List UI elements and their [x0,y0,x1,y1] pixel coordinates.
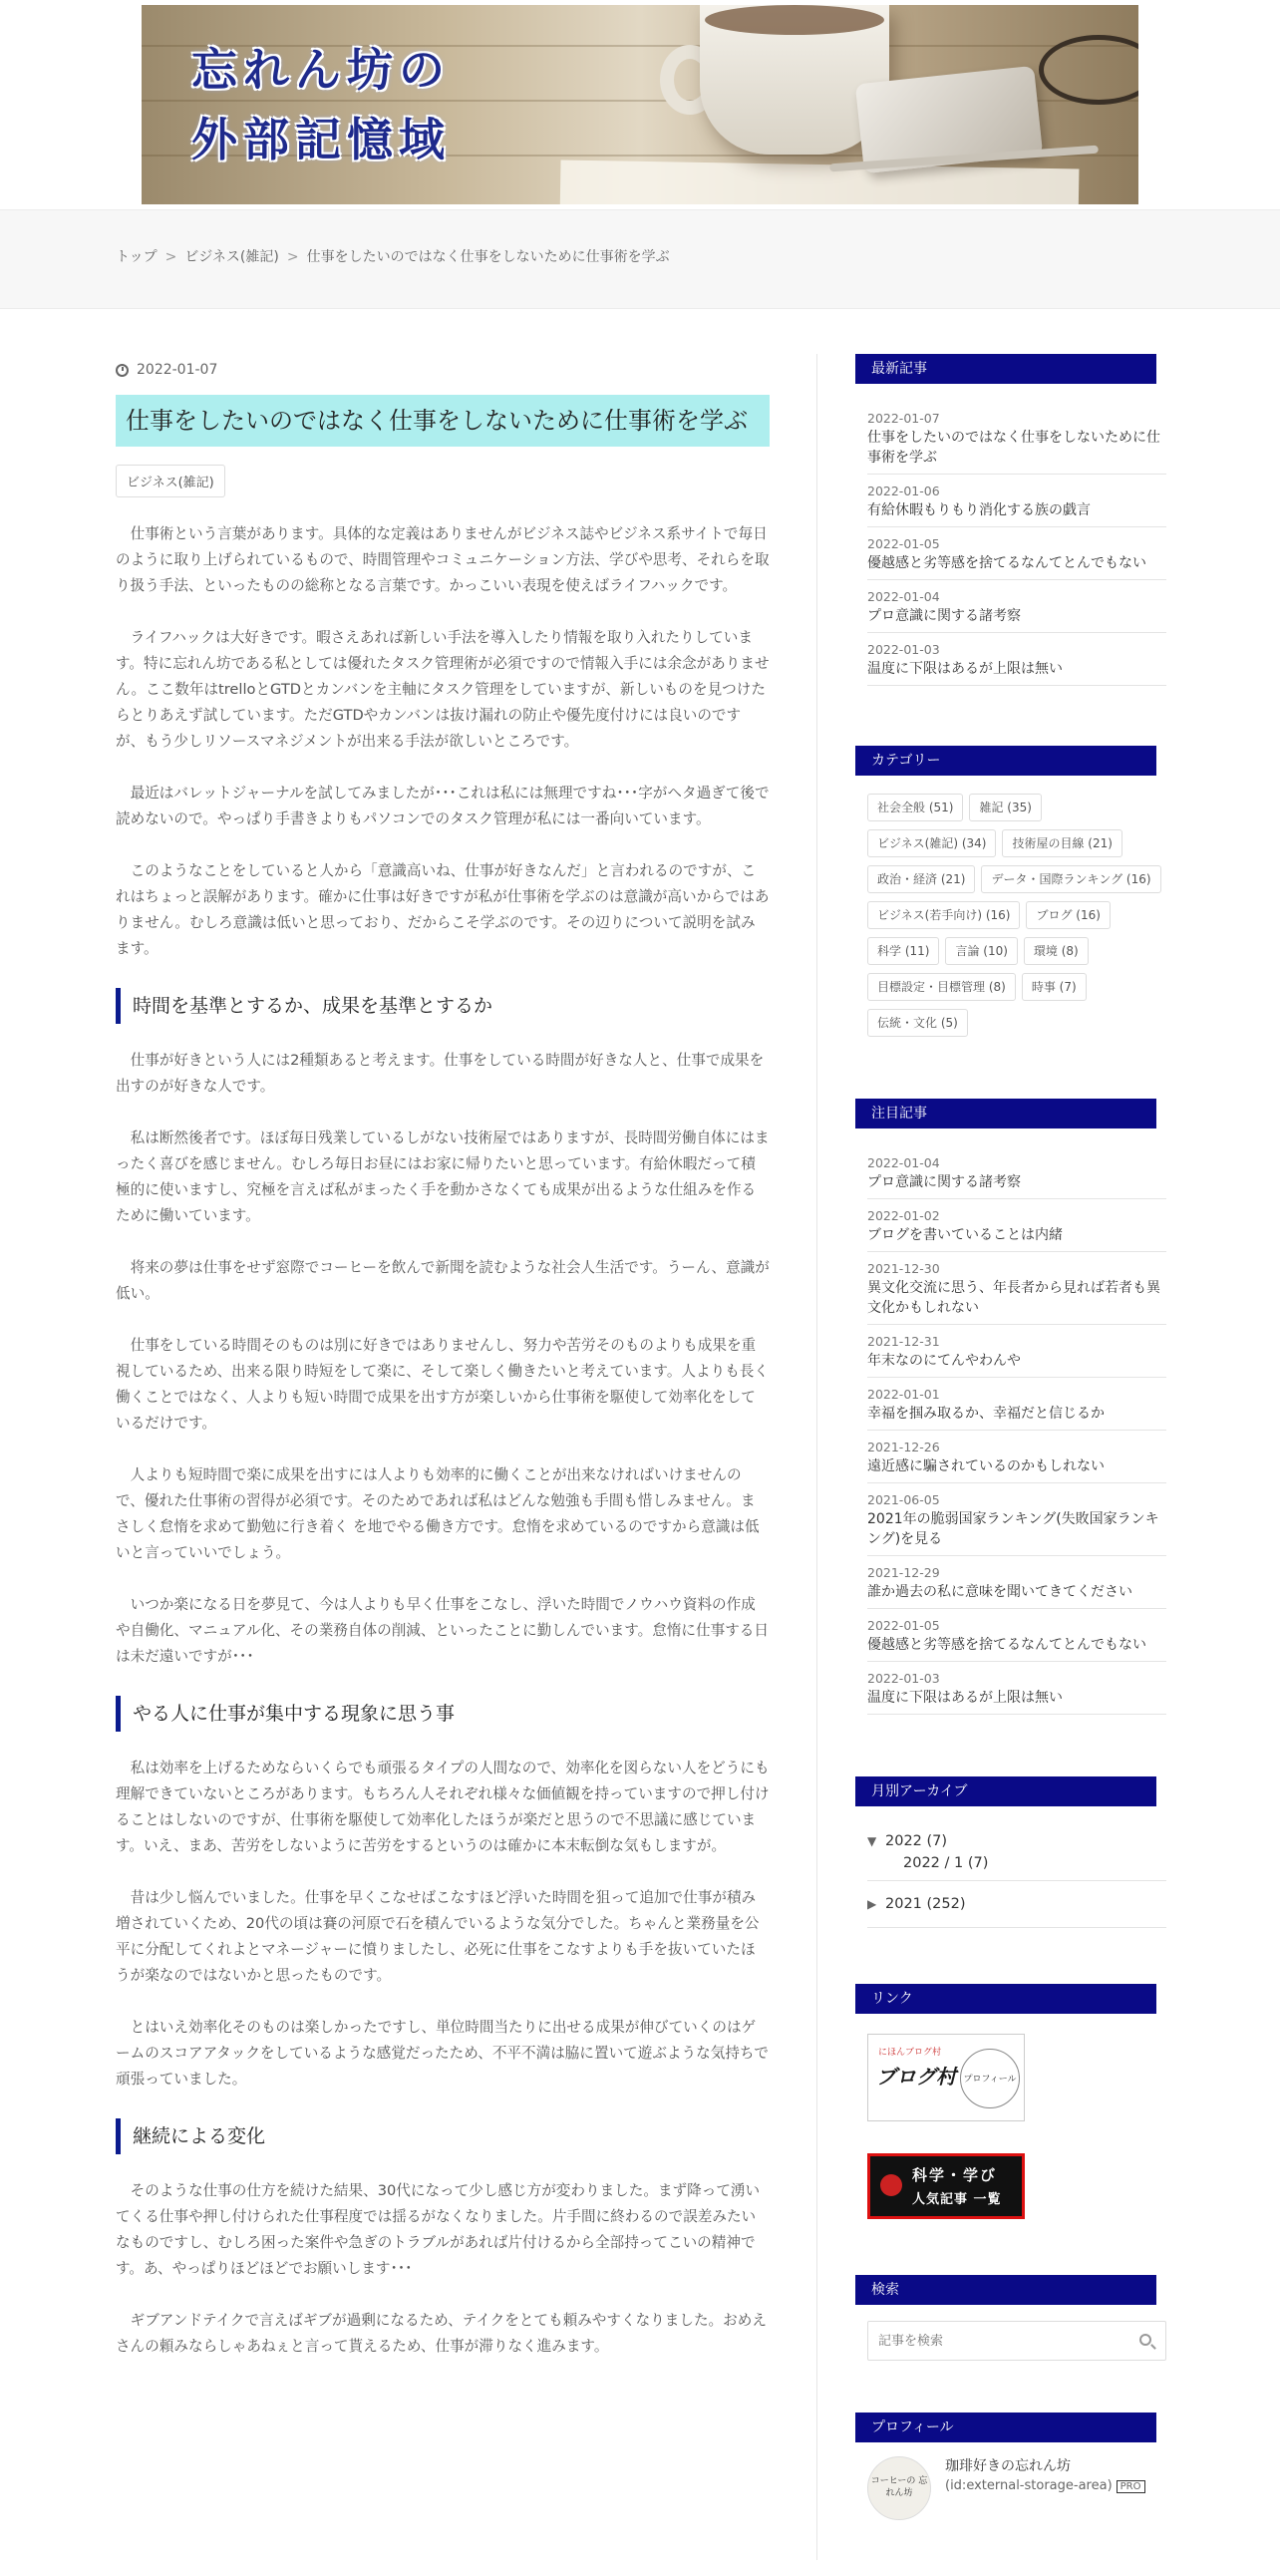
page-title: 仕事をしたいのではなく仕事をしないために仕事術を学ぶ [116,395,770,447]
post-title-link[interactable]: ブログを書いていることは内緒 [867,1227,1063,1243]
sidebar [855,354,1166,2576]
featured-post-item[interactable] [867,1325,1166,1378]
section-heading: やる人に仕事が集中する現象に思う事 [116,1696,770,1732]
article [116,359,770,2386]
post-date: 2022-01-05 [867,1618,940,1633]
expand-down-icon: ▼ [867,1834,877,1848]
article-paragraph: 仕事が好きという人には2種類あると考えます。仕事をしている時間が好きな人と、仕事で成果を出すのが好きな人です。 [116,1052,765,1095]
recent-post-item[interactable] [867,475,1166,527]
post-title-link[interactable]: 温度に下限はあるが上限は無い [867,1690,1063,1706]
archive-year-label: 2021 (252) [885,1896,966,1912]
post-date [116,359,770,381]
archive-widget [855,1776,1166,1928]
article-paragraph: 私は効率を上げるためならいくらでも頑張るタイプの人間なので、効率化を図らない人をどうにも理解できていないところがあります。もちろん人それぞれ様々な価値観を持っていますので押し付けることはしないのですが、仕事術を駆使して効率化したほうが楽だと思うので不思議に感じています。いえ、まあ、苦労をしないように苦労をするというのは確かに本末転倒な気もしますが。 [116,1760,770,1854]
post-title-link[interactable]: 遠近感に騙されているのかもしれない [867,1458,1105,1474]
glasses-image [1039,35,1138,105]
post-title-link[interactable]: 優越感と劣等感を捨てるなんてとんでもない [867,555,1146,571]
category-chip[interactable]: 社会全般 (51) [867,794,963,821]
article-paragraph: 昔は少し悩んでいました。仕事を早くこなせばこなすほど浮いた時間を狙って追加で仕事が積み増されていくため、20代の頃は賽の河原で石を積んでいるような気分でした。ちゃんと業務量を公平に分配してくれよとマネージャーに憤りましたし、必死に仕事をこなすよりも手を抜いていたほうが楽なのではないかと思ったものです。 [116,1889,760,1984]
post-date: 2021-12-30 [867,1261,940,1276]
breadcrumb-sep: > [164,249,177,265]
featured-post-item[interactable] [867,1146,1166,1199]
post-date: 2021-06-05 [867,1492,940,1507]
featured-post-item[interactable] [867,1556,1166,1609]
avatar[interactable]: コーヒーの 忘れん坊 [867,2456,931,2520]
breadcrumb-sep: > [286,249,299,265]
featured-posts-widget [855,1099,1166,1715]
post-date: 2022-01-05 [867,536,940,551]
category-chip[interactable]: 言論 (10) [945,937,1017,965]
article-paragraph: 最近はバレットジャーナルを試してみましたが･･･これは私には無理ですね･･･字がヘタ過ぎて後で読めないので。やっぱり手書きよりもパソコンでのタスク管理が私には一番向いています。 [116,785,770,827]
archive-month-2022-1[interactable]: 2022 / 1 (7) [903,1855,989,1871]
section-heading: 継続による変化 [116,2118,770,2154]
category-chip[interactable]: 環境 (8) [1024,937,1089,965]
recent-posts-widget [855,354,1166,686]
article-paragraph: とはいえ効率化そのものは楽しかったですし、単位時間当たりに出せる成果が伸びていくのはゲームのスコアアタックをしているような感覚だったため、不平不満は脇に置いて遊ぶような気持ちで頑張っていました。 [116,2019,769,2088]
category-chip[interactable]: データ・国際ランキング (16) [981,865,1160,893]
article-paragraph: ギブアンドテイクで言えばギブが過剰になるため、テイクをとても頼みやすくなりました。おめえさんの頼みならしゃあねぇと言って貰えるため、仕事が滞りなく進みます。 [116,2312,767,2355]
widget-title: 月別アーカイブ [855,1776,1156,1806]
search-icon[interactable] [1139,2334,1151,2346]
category-chip[interactable]: 時事 (7) [1022,973,1087,1001]
category-chip[interactable]: 雑記 (35) [969,794,1041,821]
post-title-link[interactable]: 幸福を掴み取るか、幸福だと信じるか [867,1406,1105,1422]
expand-right-icon: ▶ [867,1897,877,1911]
logo-line-2: 外部記憶域 [191,113,451,166]
widget-title: 最新記事 [855,354,1156,384]
profile-name[interactable]: 珈琲好きの忘れん坊 [945,2458,1071,2474]
breadcrumb [116,246,678,266]
banner-small-text: にほんブログ村 [878,2048,942,2058]
widget-title: カテゴリー [855,746,1156,776]
post-date: 2022-01-01 [867,1387,940,1402]
profile-id [945,2476,1145,2497]
breadcrumb-top[interactable]: トップ [116,249,158,265]
paper-image [560,160,1080,204]
category-list [867,794,1166,1037]
post-date: 2022-01-03 [867,1671,940,1686]
category-chip[interactable]: 科学 (11) [867,937,939,965]
section-heading: 時間を基準とするか、成果を基準とするか [116,988,770,1024]
post-title-link[interactable]: プロ意識に関する諸考察 [867,1174,1021,1190]
featured-post-item[interactable] [867,1609,1166,1662]
article-paragraph: 仕事をしている時間そのものは別に好きではありませんし、努力や苦労そのものよりも成果を重視しているため、出来る限り時短をして楽に、そして楽しく働きたいと考えています。人よりも長く働くことではなく、人よりも短い時間で成果を出す方が楽しいから仕事術を駆使して効率化をしているだけです。 [116,1337,769,1432]
post-date: 2022-01-02 [867,1208,940,1223]
post-title-link[interactable]: 誰か過去の私に意味を聞いてきてください [867,1584,1132,1600]
post-title-link[interactable]: 2021年の脆弱国家ランキング(失敗国家ランキング)を見る [867,1511,1159,1547]
post-date: 2022-01-07 [867,411,940,426]
article-paragraph: このようなことをしていると人から「意識高いね、仕事が好きなんだ」と言われるのですが、これはちょっと誤解があります。確かに仕事は好きですが私が仕事術を学ぶのは意識が高いからではありません。むしろ意識は低いと思っており、だからこそ学ぶのです。その辺りについて説明を試みます。 [116,862,770,957]
recent-posts-list [855,384,1166,686]
article-paragraph: 将来の夢は仕事をせず窓際でコーヒーを飲んで新聞を読むような社会人生活です。うーん、意識が低い。 [116,1259,770,1302]
post-date-text[interactable]: 2022-01-07 [137,362,218,378]
breadcrumb-bar [0,209,1280,309]
banner-line-2: 人気記事 一覧 [912,2192,1002,2207]
post-title-link[interactable]: 年末なのにてんやわんや [867,1353,1021,1369]
category-chip[interactable]: ビジネス(若手向け) (16) [867,901,1020,929]
post-title-link[interactable]: 優越感と劣等感を捨てるなんてとんでもない [867,1637,1146,1653]
brain-icon [880,2174,902,2196]
profile-id-text: (id:external-storage-area) [945,2478,1113,2493]
category-chip[interactable]: 伝統・文化 (5) [867,1009,968,1037]
column-divider [816,354,817,2560]
article-paragraph: 仕事術という言葉があります。具体的な定義はありませんがビジネス誌やビジネス系サイトで毎日のように取り上げられているもので、時間管理やコミュニケーション方法、学びや思考、それらを取り扱う手法、といったものの総称となる言葉です。かっこいい表現を使えばライフハックです。 [116,525,770,594]
breadcrumb-category[interactable]: ビジネス(雑記) [184,249,279,265]
article-paragraph: 私は断然後者です。ほぼ毎日残業しているしがない技術屋ではありますが、長時間労働自体にはまったく喜びを感じません。むしろ毎日お昼にはお家に帰りたいと思っています。有給休暇だって積極的に使いますし、究極を言えば私がまったく手を動かさなくても成果が出るような仕組みを作るために働いています。 [116,1129,770,1224]
categories-widget [855,746,1166,1037]
post-title-link[interactable]: 仕事をしたいのではなく仕事をしないために仕事術を学ぶ [867,430,1160,466]
featured-post-item[interactable] [867,1483,1166,1556]
featured-post-item[interactable] [867,1431,1166,1483]
widget-title: 注目記事 [855,1099,1156,1128]
search-box [867,2321,1166,2361]
category-tag[interactable]: ビジネス(雑記) [116,465,225,497]
article-paragraph: 人よりも短時間で楽に成果を出すには人よりも効率的に働くことが出来なければいけませんので、優れた仕事術の習得が必須です。そのためであれば私はどんな勉強も手間も惜しみません。まさしく怠惰を求めて勤勉に行き着く を地でやる働き方です。怠惰を求めているのですから意識は低いと言っていいでしょう。 [116,1466,760,1561]
category-chip[interactable]: 技術屋の目線 (21) [1002,829,1121,857]
site-header [0,0,1280,209]
recent-post-item[interactable] [867,402,1166,475]
featured-post-item[interactable] [867,1199,1166,1252]
archive-year-2021[interactable] [867,1881,1166,1928]
article-paragraph: いつか楽になる日を夢見て、今は人よりも早く仕事をこなし、浮いた時間でノウハウ資料の作成や自働化、マニュアル化、その業務自体の削減、といったことに勤しんでいます。怠惰に仕事する日は未だ遠いですが･･･ [116,1596,769,1665]
post-date: 2022-01-04 [867,589,940,604]
site-logo[interactable] [191,35,451,174]
breadcrumb-current: 仕事をしたいのではなく仕事をしないために仕事術を学ぶ [306,249,670,265]
post-title-link[interactable]: 異文化交流に思う、年長者から見れば若者も異文化かもしれない [867,1280,1160,1316]
post-date: 2022-01-06 [867,483,940,498]
post-date: 2021-12-31 [867,1334,940,1349]
post-date: 2022-01-04 [867,1155,940,1170]
post-date: 2021-12-26 [867,1440,940,1454]
banner-line-1: 科学・学び [912,2166,998,2184]
header-banner[interactable] [142,5,1138,204]
category-chip[interactable]: 政治・経済 (21) [867,865,975,893]
post-title-link[interactable]: 有給休暇もりもり消化する族の戯言 [867,502,1091,518]
widget-title: 検索 [855,2275,1156,2305]
recent-post-item[interactable] [867,527,1166,580]
category-chip[interactable]: ビジネス(雑記) (34) [867,829,996,857]
science-ranking-banner[interactable] [867,2153,1025,2219]
featured-post-item[interactable] [867,1252,1166,1325]
post-date: 2022-01-03 [867,642,940,657]
featured-posts-list [855,1128,1166,1715]
category-chip[interactable]: ブログ (16) [1026,901,1110,929]
archive-year-2022[interactable] [867,1824,1166,1881]
pro-badge: PRO [1117,2480,1145,2493]
recent-post-item[interactable] [867,580,1166,633]
featured-post-item[interactable] [867,1662,1166,1715]
profile-circle: プロフィール [960,2049,1020,2108]
banner-main-text: ブログ村 [876,2065,956,2089]
search-widget [855,2275,1166,2361]
article-paragraph: そのような仕事の仕方を続けた結果、30代になって少し感じ方が変わりました。まず降って湧いてくる仕事や押し付けられた仕事程度では揺るがなくなりました。片手間に終わるので誤差みたいなものですし、むしろ困った案件や急ぎのトラブルがあれば片付けるから全部持ってこいの精神です。あ、やっぱりほどほどでお願いします･･･ [116,2182,761,2277]
article-paragraph: ライフハックは大好きです。暇さえあれば新しい手法を導入したり情報を取り入れたりしています。特に忘れん坊である私としては優れたタスク管理術が必須ですので情報入手には余念がありません。ここ数年はtrelloとGTDとカンバンを主軸にタスク管理をしていますが、新しいものを見つけたらとりあえず試しています。ただGTDやカンバンは抜け漏れの防止や優先度付けには良いのですが、もう少しリソースマネジメントが出来る手法が欲しいところです。 [116,629,770,750]
widget-title: リンク [855,1984,1156,2014]
category-chip[interactable]: 目標設定・目標管理 (8) [867,973,1016,1001]
widget-title: プロフィール [855,2413,1156,2442]
post-date: 2021-12-29 [867,1565,940,1580]
links-widget [855,1984,1166,2219]
post-title-link[interactable]: プロ意識に関する諸考察 [867,608,1021,624]
clock-icon [116,364,129,377]
logo-line-1: 忘れん坊の [191,43,451,97]
article-body [116,521,770,2360]
featured-post-item[interactable] [867,1378,1166,1431]
post-title-link[interactable]: 温度に下限はあるが上限は無い [867,661,1063,677]
search-input[interactable] [868,2322,1118,2360]
archive-year-label: 2022 (7) [885,1833,948,1849]
recent-post-item[interactable] [867,633,1166,686]
coffee-image [705,5,884,35]
blogmura-banner[interactable] [867,2034,1025,2121]
profile-widget [855,2413,1166,2520]
